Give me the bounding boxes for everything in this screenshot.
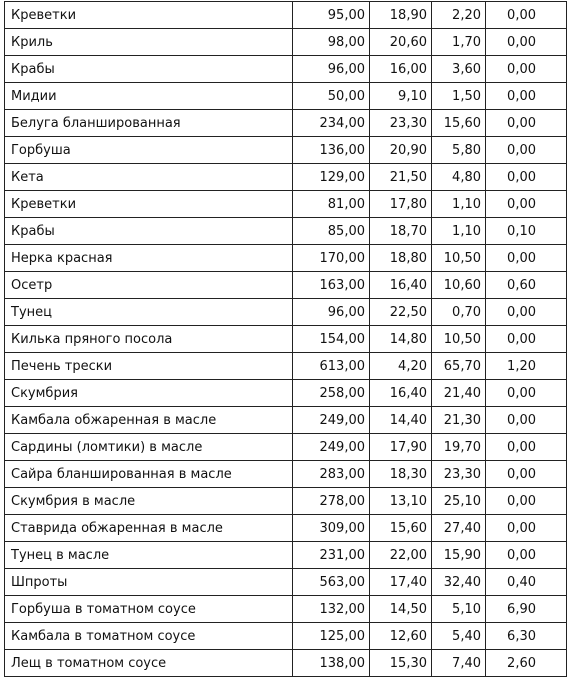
fat-cell: 21,40 <box>432 380 486 407</box>
carbs-cell: 0,00 <box>486 191 567 218</box>
calories-cell: 96,00 <box>293 56 370 83</box>
protein-cell: 20,60 <box>370 29 432 56</box>
protein-cell: 21,50 <box>370 164 432 191</box>
carbs-cell: 0,00 <box>486 434 567 461</box>
table-row <box>5 326 567 353</box>
fat-cell: 21,30 <box>432 407 486 434</box>
protein-cell: 15,60 <box>370 515 432 542</box>
product-name-cell: Тунец <box>5 299 293 326</box>
carbs-cell: 0,60 <box>486 272 567 299</box>
calories-cell: 234,00 <box>293 110 370 137</box>
product-name-cell: Горбуша в томатном соусе <box>5 596 293 623</box>
product-name-cell: Крабы <box>5 56 293 83</box>
calories-cell: 50,00 <box>293 83 370 110</box>
protein-cell: 22,50 <box>370 299 432 326</box>
product-name-cell: Сардины (ломтики) в масле <box>5 434 293 461</box>
fat-cell: 27,40 <box>432 515 486 542</box>
fat-cell: 65,70 <box>432 353 486 380</box>
product-name-cell: Мидии <box>5 83 293 110</box>
calories-cell: 278,00 <box>293 488 370 515</box>
product-name-cell: Креветки <box>5 2 293 29</box>
carbs-cell: 0,00 <box>486 542 567 569</box>
product-name-cell: Осетр <box>5 272 293 299</box>
protein-cell: 17,90 <box>370 434 432 461</box>
fat-cell: 1,70 <box>432 29 486 56</box>
fat-cell: 1,10 <box>432 191 486 218</box>
carbs-cell: 0,00 <box>486 56 567 83</box>
calories-cell: 154,00 <box>293 326 370 353</box>
carbs-cell: 6,30 <box>486 623 567 650</box>
protein-cell: 13,10 <box>370 488 432 515</box>
product-name-cell: Сайра бланшированная в масле <box>5 461 293 488</box>
protein-cell: 16,40 <box>370 272 432 299</box>
protein-cell: 14,40 <box>370 407 432 434</box>
carbs-cell: 0,00 <box>486 137 567 164</box>
protein-cell: 16,40 <box>370 380 432 407</box>
protein-cell: 12,60 <box>370 623 432 650</box>
fat-cell: 5,10 <box>432 596 486 623</box>
carbs-cell: 0,00 <box>486 326 567 353</box>
table-row <box>5 299 567 326</box>
product-name-cell: Печень трески <box>5 353 293 380</box>
table-row <box>5 596 567 623</box>
product-name-cell: Криль <box>5 29 293 56</box>
calories-cell: 249,00 <box>293 407 370 434</box>
protein-cell: 17,80 <box>370 191 432 218</box>
product-name-cell: Белуга бланшированная <box>5 110 293 137</box>
carbs-cell: 0,40 <box>486 569 567 596</box>
product-name-cell: Тунец в масле <box>5 542 293 569</box>
table-row <box>5 407 567 434</box>
table-row <box>5 164 567 191</box>
carbs-cell: 0,00 <box>486 461 567 488</box>
calories-cell: 170,00 <box>293 245 370 272</box>
table-body <box>5 2 567 677</box>
product-name-cell: Камбала обжаренная в масле <box>5 407 293 434</box>
table-row <box>5 434 567 461</box>
calories-cell: 125,00 <box>293 623 370 650</box>
table-row <box>5 137 567 164</box>
fat-cell: 10,60 <box>432 272 486 299</box>
product-name-cell: Шпроты <box>5 569 293 596</box>
fat-cell: 7,40 <box>432 650 486 677</box>
carbs-cell: 0,10 <box>486 218 567 245</box>
table-row <box>5 191 567 218</box>
protein-cell: 18,30 <box>370 461 432 488</box>
calories-cell: 163,00 <box>293 272 370 299</box>
carbs-cell: 0,00 <box>486 164 567 191</box>
table-row <box>5 29 567 56</box>
protein-cell: 9,10 <box>370 83 432 110</box>
table-row <box>5 569 567 596</box>
carbs-cell: 6,90 <box>486 596 567 623</box>
carbs-cell: 0,00 <box>486 299 567 326</box>
product-name-cell: Килька пряного посола <box>5 326 293 353</box>
carbs-cell: 2,60 <box>486 650 567 677</box>
table-row <box>5 380 567 407</box>
fat-cell: 15,60 <box>432 110 486 137</box>
carbs-cell: 0,00 <box>486 83 567 110</box>
table-row <box>5 245 567 272</box>
product-name-cell: Ставрида обжаренная в масле <box>5 515 293 542</box>
product-name-cell: Нерка красная <box>5 245 293 272</box>
calories-cell: 613,00 <box>293 353 370 380</box>
calories-cell: 85,00 <box>293 218 370 245</box>
protein-cell: 18,80 <box>370 245 432 272</box>
table-row <box>5 56 567 83</box>
carbs-cell: 0,00 <box>486 2 567 29</box>
calories-cell: 258,00 <box>293 380 370 407</box>
calories-cell: 249,00 <box>293 434 370 461</box>
product-name-cell: Кета <box>5 164 293 191</box>
calories-cell: 563,00 <box>293 569 370 596</box>
product-name-cell: Креветки <box>5 191 293 218</box>
table-row <box>5 461 567 488</box>
table-row <box>5 515 567 542</box>
carbs-cell: 0,00 <box>486 29 567 56</box>
calories-cell: 96,00 <box>293 299 370 326</box>
fat-cell: 5,40 <box>432 623 486 650</box>
fat-cell: 1,10 <box>432 218 486 245</box>
carbs-cell: 0,00 <box>486 110 567 137</box>
calories-cell: 136,00 <box>293 137 370 164</box>
table-row <box>5 542 567 569</box>
fat-cell: 0,70 <box>432 299 486 326</box>
calories-cell: 309,00 <box>293 515 370 542</box>
fat-cell: 4,80 <box>432 164 486 191</box>
fat-cell: 1,50 <box>432 83 486 110</box>
calories-cell: 132,00 <box>293 596 370 623</box>
calories-cell: 95,00 <box>293 2 370 29</box>
table-row <box>5 218 567 245</box>
protein-cell: 4,20 <box>370 353 432 380</box>
table-row <box>5 623 567 650</box>
fat-cell: 2,20 <box>432 2 486 29</box>
fat-cell: 10,50 <box>432 245 486 272</box>
protein-cell: 14,50 <box>370 596 432 623</box>
fat-cell: 15,90 <box>432 542 486 569</box>
product-name-cell: Горбуша <box>5 137 293 164</box>
table-row <box>5 272 567 299</box>
carbs-cell: 0,00 <box>486 245 567 272</box>
fat-cell: 10,50 <box>432 326 486 353</box>
table-row <box>5 650 567 677</box>
table-row <box>5 2 567 29</box>
table-row <box>5 83 567 110</box>
protein-cell: 14,80 <box>370 326 432 353</box>
protein-cell: 20,90 <box>370 137 432 164</box>
fat-cell: 23,30 <box>432 461 486 488</box>
protein-cell: 18,70 <box>370 218 432 245</box>
calories-cell: 129,00 <box>293 164 370 191</box>
calories-cell: 283,00 <box>293 461 370 488</box>
product-name-cell: Крабы <box>5 218 293 245</box>
table-row <box>5 353 567 380</box>
product-name-cell: Камбала в томатном соусе <box>5 623 293 650</box>
protein-cell: 15,30 <box>370 650 432 677</box>
protein-cell: 18,90 <box>370 2 432 29</box>
table-row <box>5 110 567 137</box>
protein-cell: 16,00 <box>370 56 432 83</box>
carbs-cell: 0,00 <box>486 515 567 542</box>
fat-cell: 32,40 <box>432 569 486 596</box>
protein-cell: 17,40 <box>370 569 432 596</box>
carbs-cell: 0,00 <box>486 488 567 515</box>
product-name-cell: Скумбрия <box>5 380 293 407</box>
calories-cell: 81,00 <box>293 191 370 218</box>
fat-cell: 3,60 <box>432 56 486 83</box>
fat-cell: 19,70 <box>432 434 486 461</box>
nutrition-table <box>4 1 567 677</box>
carbs-cell: 1,20 <box>486 353 567 380</box>
calories-cell: 231,00 <box>293 542 370 569</box>
fat-cell: 5,80 <box>432 137 486 164</box>
table-row <box>5 488 567 515</box>
fat-cell: 25,10 <box>432 488 486 515</box>
product-name-cell: Лещ в томатном соусе <box>5 650 293 677</box>
protein-cell: 23,30 <box>370 110 432 137</box>
calories-cell: 138,00 <box>293 650 370 677</box>
protein-cell: 22,00 <box>370 542 432 569</box>
carbs-cell: 0,00 <box>486 380 567 407</box>
carbs-cell: 0,00 <box>486 407 567 434</box>
product-name-cell: Скумбрия в масле <box>5 488 293 515</box>
calories-cell: 98,00 <box>293 29 370 56</box>
